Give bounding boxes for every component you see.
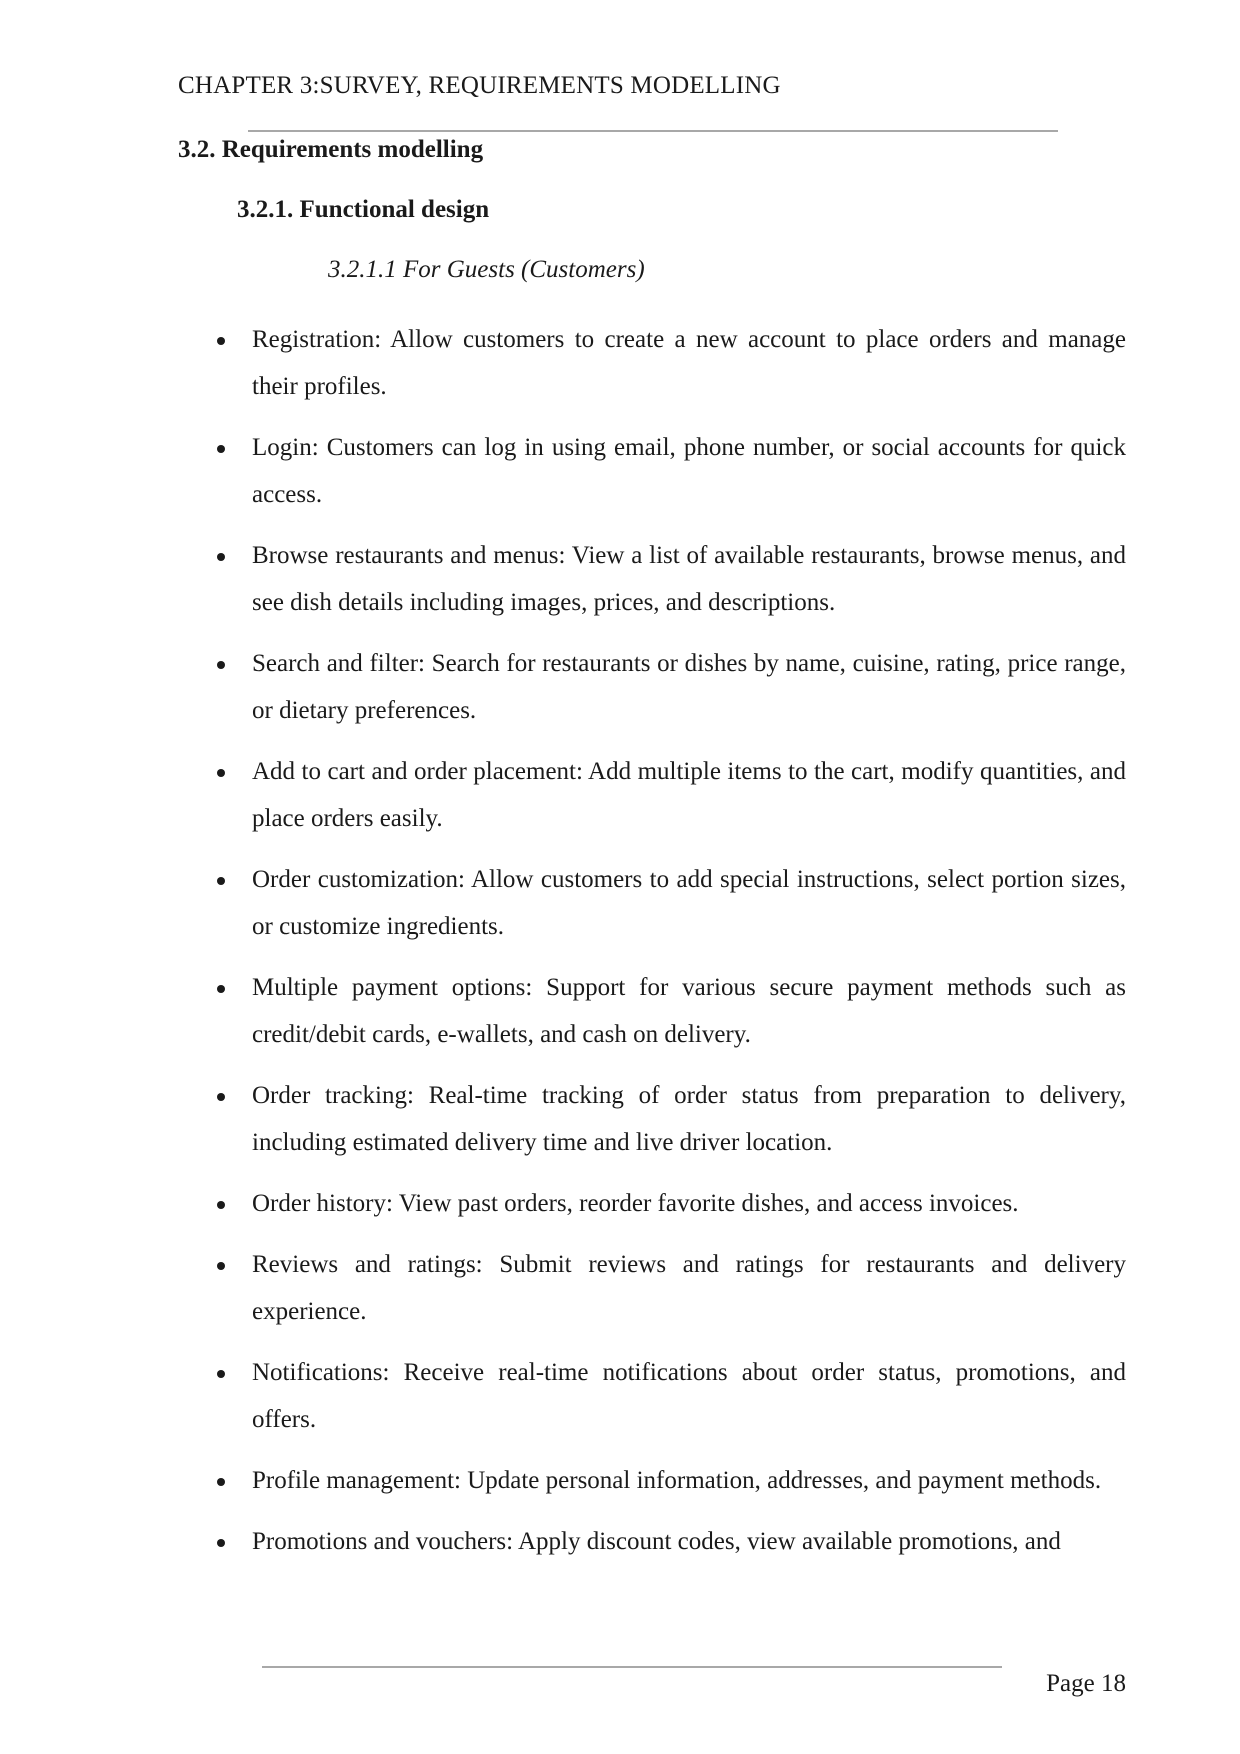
bullet-icon — [217, 1201, 225, 1209]
list-item — [214, 316, 1126, 410]
bullet-icon — [217, 553, 225, 561]
list-item — [214, 1180, 1126, 1227]
list-item — [214, 1457, 1126, 1504]
list-item-text: Search and filter: Search for restaurants or dishes by name, cuisine, rating, price range, or dietary preferences. — [252, 650, 1126, 724]
list-item — [214, 748, 1126, 842]
bullet-icon — [217, 1370, 225, 1378]
footer-divider — [262, 1666, 1002, 1668]
bullet-icon — [217, 445, 225, 453]
list-item-text: Profile management: Update personal information, addresses, and payment methods. — [252, 1467, 1102, 1494]
header-divider — [248, 130, 1058, 132]
list-item — [214, 1349, 1126, 1443]
list-item — [214, 964, 1126, 1058]
bullet-icon — [217, 1539, 225, 1547]
bullet-icon — [217, 877, 225, 885]
subsubsection-title: 3.2.1.1 For Guests (Customers) — [328, 256, 645, 283]
requirements-list — [214, 316, 1126, 1579]
list-item — [214, 424, 1126, 518]
list-item — [214, 1072, 1126, 1166]
list-item — [214, 1241, 1126, 1335]
list-item-text: Order tracking: Real-time tracking of order status from preparation to delivery, including estimated delivery time and live driver location. — [252, 1082, 1126, 1156]
bullet-icon — [217, 769, 225, 777]
bullet-icon — [217, 337, 225, 345]
bullet-icon — [217, 1478, 225, 1486]
section-title: 3.2. Requirements modelling — [178, 136, 484, 163]
list-item-text: Order customization: Allow customers to add special instructions, select portion sizes, or customize ingredients. — [252, 866, 1126, 940]
list-item — [214, 856, 1126, 950]
list-item-text: Browse restaurants and menus: View a list of available restaurants, browse menus, and see dish details including images, prices, and descriptions. — [252, 542, 1126, 616]
list-item-text: Order history: View past orders, reorder favorite dishes, and access invoices. — [252, 1190, 1019, 1217]
list-item-text: Notifications: Receive real-time notifications about order status, promotions, and offers. — [252, 1359, 1126, 1433]
list-item-text: Multiple payment options: Support for various secure payment methods such as credit/debit cards, e-wallets, and cash on delivery. — [252, 974, 1126, 1048]
list-item-text: Login: Customers can log in using email, phone number, or social accounts for quick access. — [252, 434, 1126, 508]
list-item-text: Registration: Allow customers to create a new account to place orders and manage their profiles. — [252, 326, 1126, 400]
list-item-text: Add to cart and order placement: Add multiple items to the cart, modify quantities, and place orders easily. — [252, 758, 1126, 832]
list-item-text: Reviews and ratings: Submit reviews and ratings for restaurants and delivery experience. — [252, 1251, 1126, 1325]
bullet-icon — [217, 985, 225, 993]
list-item — [214, 1518, 1126, 1565]
chapter-header: CHAPTER 3:SURVEY, REQUIREMENTS MODELLING — [178, 72, 781, 99]
bullet-icon — [217, 1093, 225, 1101]
list-item-text: Promotions and vouchers: Apply discount codes, view available promotions, and — [252, 1528, 1061, 1555]
page-number: Page 18 — [1046, 1670, 1126, 1697]
subsection-title: 3.2.1. Functional design — [237, 196, 490, 223]
bullet-icon — [217, 661, 225, 669]
bullet-icon — [217, 1262, 225, 1270]
list-item — [214, 640, 1126, 734]
list-item — [214, 532, 1126, 626]
